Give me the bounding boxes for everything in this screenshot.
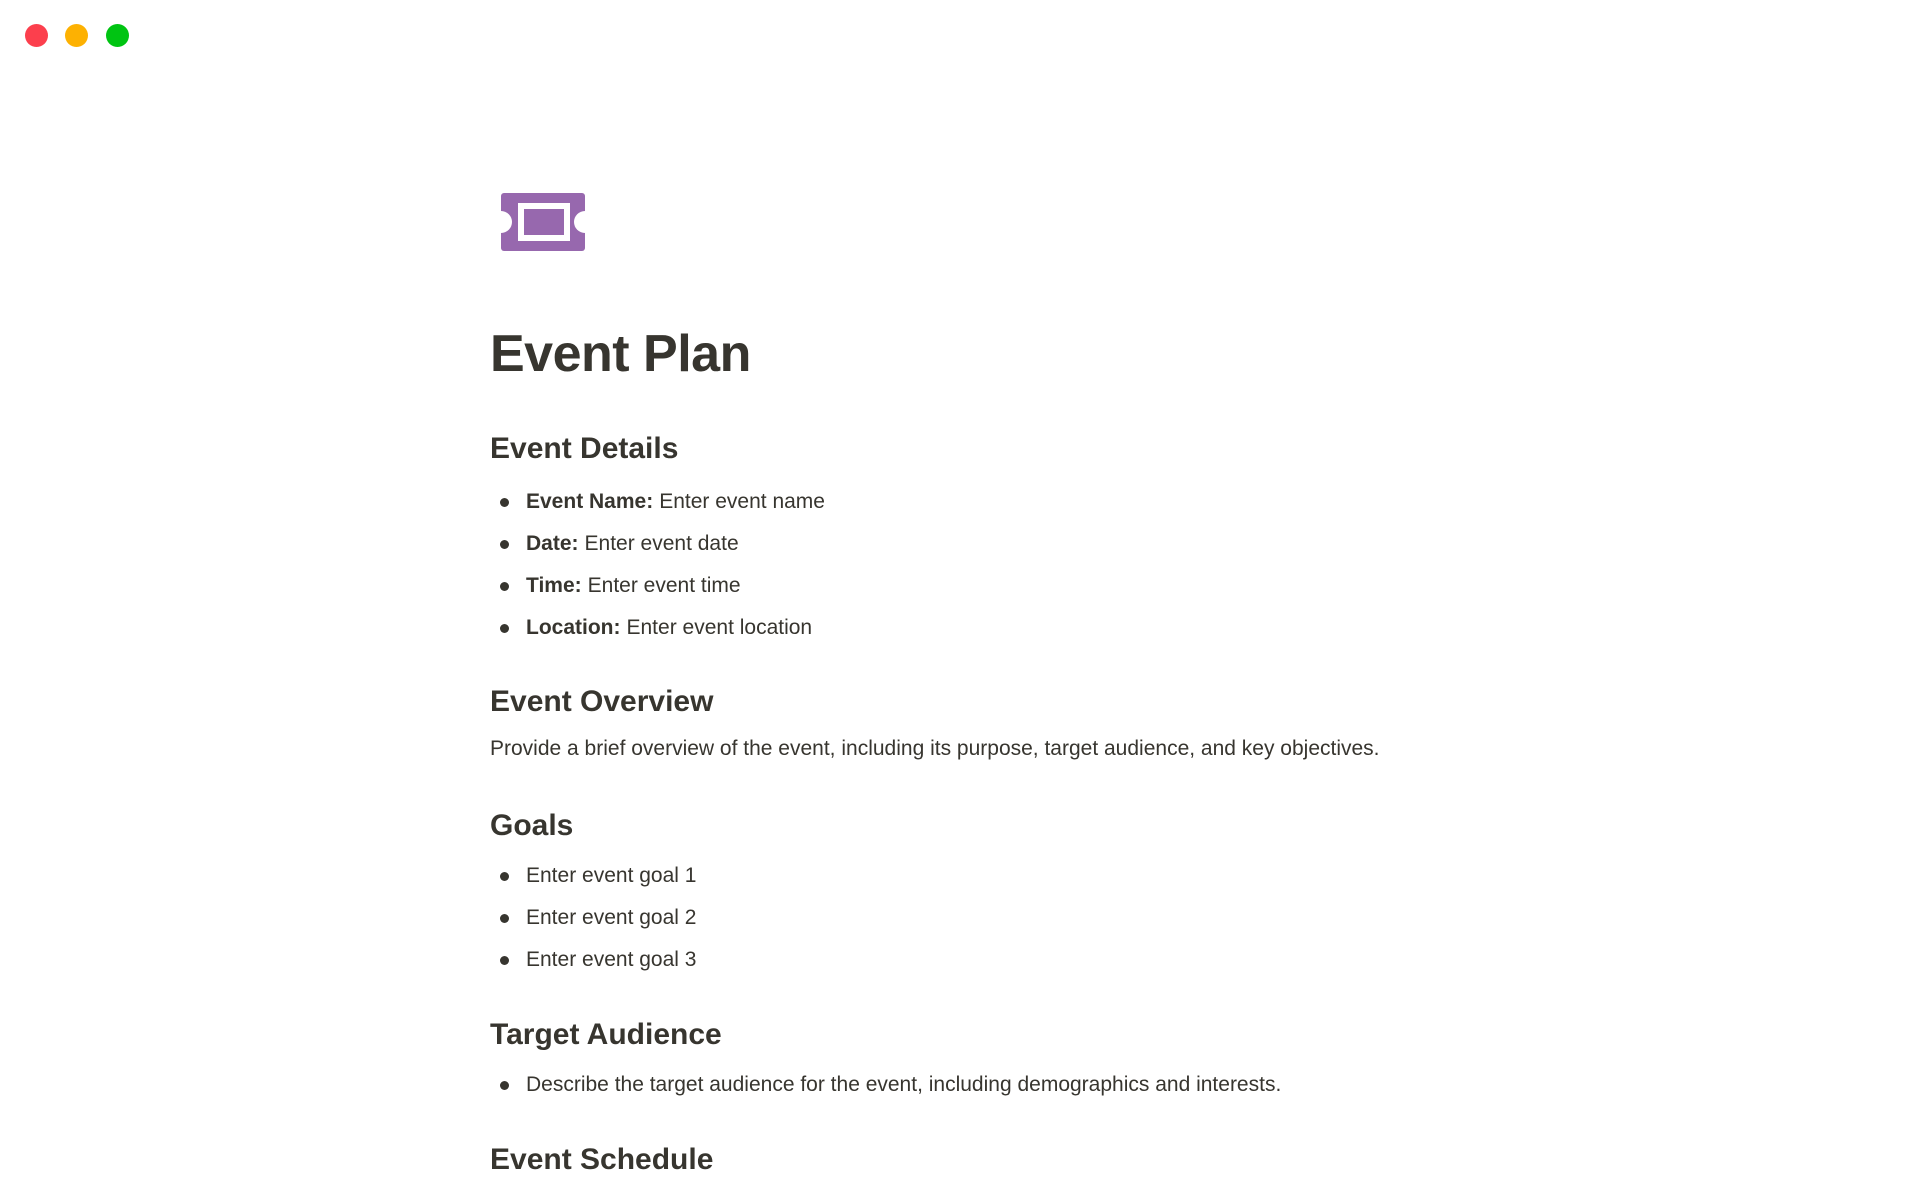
- goals-list: [490, 855, 1880, 981]
- list-item: [490, 523, 1880, 565]
- page-icon[interactable]: [501, 0, 1880, 251]
- section-target-audience: [490, 1017, 1880, 1106]
- list-item-text: Enter event goal 1: [526, 864, 697, 887]
- section-event-overview: [490, 684, 1880, 763]
- list-item: [490, 481, 1880, 523]
- list-item: [490, 1064, 1880, 1106]
- list-item: [490, 565, 1880, 607]
- list-item: [490, 939, 1880, 981]
- section-heading: Goals: [490, 809, 574, 842]
- zoom-window-button[interactable]: [106, 24, 129, 47]
- list-item-label: Date:: [526, 532, 579, 555]
- event-details-list: [490, 481, 1880, 649]
- list-item-label: Location:: [526, 616, 621, 639]
- section-event-details: [490, 431, 1880, 649]
- window-controls: [25, 24, 129, 47]
- document-page: [490, 0, 1920, 1178]
- section-heading: Event Details: [490, 432, 679, 465]
- list-item: [490, 897, 1880, 939]
- list-item-text: Enter event goal 2: [526, 906, 697, 929]
- list-item-label: Event Name:: [526, 490, 654, 513]
- minimize-window-button[interactable]: [65, 24, 88, 47]
- target-audience-list: [490, 1064, 1880, 1106]
- close-window-button[interactable]: [25, 24, 48, 47]
- section-heading: Target Audience: [490, 1018, 722, 1051]
- section-heading: Event Schedule: [490, 1143, 714, 1176]
- list-item-text: Enter event goal 3: [526, 948, 697, 971]
- list-item: [490, 607, 1880, 649]
- section-event-schedule: [490, 1142, 1880, 1178]
- list-item: [490, 855, 1880, 897]
- list-item-text: Enter event location: [626, 616, 813, 639]
- page-title: Event Plan: [490, 325, 751, 383]
- section-goals: [490, 808, 1880, 981]
- list-item-text: Enter event time: [587, 574, 741, 597]
- list-item-label: Time:: [526, 574, 582, 597]
- overview-paragraph: Provide a brief overview of the event, including its purpose, target audience, and key objectives.: [490, 737, 1380, 760]
- list-item-text: Describe the target audience for the event, including demographics and interests.: [526, 1073, 1282, 1096]
- section-heading: Event Overview: [490, 685, 714, 718]
- list-item-text: Enter event name: [659, 490, 825, 513]
- list-item-text: Enter event date: [584, 532, 739, 555]
- traffic-lights-icon: [25, 24, 129, 47]
- ticket-icon: [501, 193, 585, 251]
